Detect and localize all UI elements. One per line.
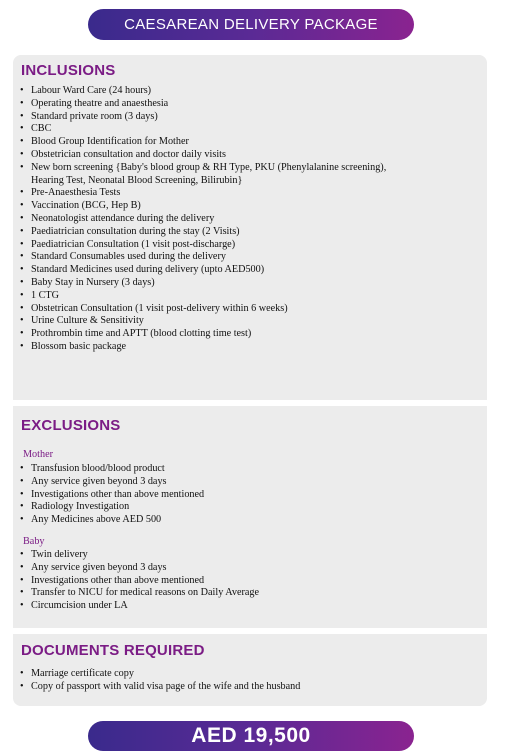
list-item: • Neonatologist attendance during the delivery [19, 213, 481, 226]
baby-subheading: Baby [23, 536, 45, 547]
baby-exclusions-list [19, 549, 481, 613]
list-item: • Any service given beyond 3 days [19, 562, 481, 575]
list-item: • Vaccination (BCG, Hep B) [19, 200, 481, 213]
inclusions-section [13, 55, 487, 400]
list-item: • Blood Group Identification for Mother [19, 136, 481, 149]
list-item: • Standard Medicines used during delivery (upto AED500) [19, 264, 481, 277]
list-item: • Pre-Anaesthesia Tests [19, 187, 481, 200]
mother-subheading: Mother [23, 449, 53, 460]
list-item: • Investigations other than above mentioned [19, 575, 481, 588]
list-item: • New born screening {Baby's blood group & RH Type, PKU (Phenylalanine screening), [19, 162, 481, 175]
package-price: AED 19,500 [191, 724, 311, 747]
list-item: • Prothrombin time and APTT (blood clotting time test) [19, 328, 481, 341]
list-item: • Copy of passport with valid visa page of the wife and the husband [19, 681, 481, 694]
inclusions-heading: INCLUSIONS [21, 62, 116, 79]
list-item: • Investigations other than above mentioned [19, 489, 481, 502]
list-item: • Labour Ward Care (24 hours) [19, 85, 481, 98]
list-item: • Transfusion blood/blood product [19, 463, 481, 476]
package-title: CAESAREAN DELIVERY PACKAGE [124, 16, 378, 33]
documents-section [13, 634, 487, 706]
list-item: • 1 CTG [19, 290, 481, 303]
list-item: • Obstetrican Consultation (1 visit post-delivery within 6 weeks) [19, 303, 481, 316]
list-item: • Any service given beyond 3 days [19, 476, 481, 489]
exclusions-section [13, 406, 487, 628]
list-item: • Baby Stay in Nursery (3 days) [19, 277, 481, 290]
list-item: • Operating theatre and anaesthesia [19, 98, 481, 111]
inclusions-list [19, 85, 481, 354]
mother-exclusions-list [19, 463, 481, 527]
list-item: • Any Medicines above AED 500 [19, 514, 481, 527]
list-item: • Urine Culture & Sensitivity [19, 315, 481, 328]
list-item: • CBC [19, 123, 481, 136]
list-item: • Marriage certificate copy [19, 668, 481, 681]
price-banner [88, 721, 414, 751]
list-item-continuation: Hearing Test, Neonatal Blood Screening, Bilirubin} [31, 174, 243, 186]
list-item: • Transfer to NICU for medical reasons on Daily Average [19, 587, 481, 600]
exclusions-heading: EXCLUSIONS [21, 417, 121, 434]
list-item: • Blossom basic package [19, 341, 481, 354]
list-item: • Paediatrician Consultation (1 visit post-discharge) [19, 239, 481, 252]
documents-heading: DOCUMENTS REQUIRED [21, 642, 205, 659]
list-item: • Circumcision under LA [19, 600, 481, 613]
list-item: • Twin delivery [19, 549, 481, 562]
list-item: • Standard private room (3 days) [19, 111, 481, 124]
list-item: • Standard Consumables used during the delivery [19, 251, 481, 264]
list-item: • Paediatrician consultation during the stay (2 Visits) [19, 226, 481, 239]
list-item: • Radiology Investigation [19, 501, 481, 514]
list-item: • Obstetrician consultation and doctor daily visits [19, 149, 481, 162]
documents-list [19, 668, 481, 694]
package-title-banner [88, 9, 414, 40]
